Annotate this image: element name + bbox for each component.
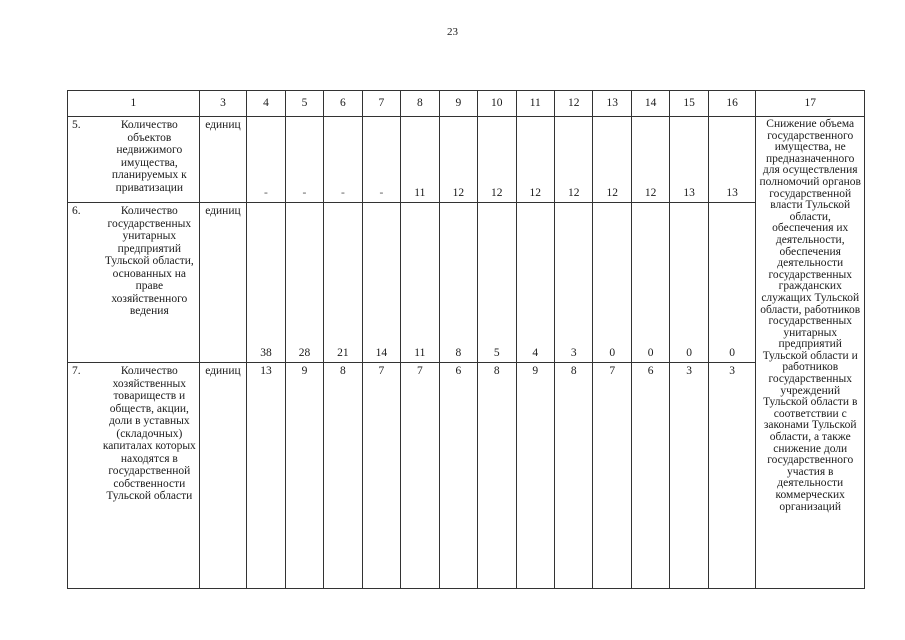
row-number: 6.: [72, 205, 81, 217]
value-cell: 28: [285, 203, 323, 363]
value-cell: 8: [324, 363, 362, 589]
header-cell: 17: [756, 91, 865, 117]
value-cell: 14: [362, 203, 400, 363]
header-cell: 16: [708, 91, 756, 117]
value-cell: 8: [478, 363, 516, 589]
header-cell: 10: [478, 91, 516, 117]
value-cell: -: [285, 117, 323, 203]
value-cell: -: [324, 117, 362, 203]
indicator-name: Количество объектов недвижимого имущества, планируемых к приватизации: [111, 119, 187, 194]
indicator-name: Количество государственных унитарных предприятий Тульской области, основанных на праве хозяйственного ведения: [104, 205, 194, 317]
header-cell: 3: [199, 91, 247, 117]
header-cell: 5: [285, 91, 323, 117]
value-cell: 38: [247, 203, 285, 363]
value-cell: 3: [708, 363, 756, 589]
value-cell: 6: [631, 363, 669, 589]
table-row: [68, 363, 865, 589]
value-cell: 11: [401, 117, 439, 203]
table-row: [68, 203, 865, 363]
indicator-name-cell: [68, 117, 200, 203]
value-cell: 12: [516, 117, 554, 203]
header-cell: 13: [593, 91, 631, 117]
table-row: [68, 117, 865, 203]
value-cell: 3: [670, 363, 708, 589]
value-cell: 8: [554, 363, 592, 589]
header-cell: 15: [670, 91, 708, 117]
indicator-name: Количество хозяйственных товариществ и обществ, акции, доли в уставных (складочных) капиталах которых находятся в государственной собственности Тульской области: [102, 365, 196, 502]
indicators-table: [67, 90, 865, 589]
value-cell: 12: [478, 117, 516, 203]
page-number: 23: [447, 26, 458, 38]
header-cell: 12: [554, 91, 592, 117]
value-cell: 8: [439, 203, 477, 363]
value-cell: 7: [401, 363, 439, 589]
value-cell: -: [362, 117, 400, 203]
value-cell: 9: [516, 363, 554, 589]
value-cell: 5: [478, 203, 516, 363]
indicator-name-cell: [68, 203, 200, 363]
value-cell: 13: [708, 117, 756, 203]
unit-cell: единиц: [199, 203, 247, 363]
note-cell: Снижение объема государственного имущества, не предназначенного для осуществления полномочий органов государственной власти Тульской области, обеспечения их деятельности, обеспечения деятельности государственных гражданских служащих Тульской области, работников государственных унитарных предприятий Тульской области и работников государственных учреждений Тульской области в соответствии с законами Тульской области, а также снижение доли государственного участия в деятельности коммерческих организаций: [756, 117, 865, 589]
value-cell: 3: [554, 203, 592, 363]
value-cell: 12: [554, 117, 592, 203]
value-cell: 12: [439, 117, 477, 203]
header-cell: 4: [247, 91, 285, 117]
unit-cell: единиц: [199, 363, 247, 589]
value-cell: 11: [401, 203, 439, 363]
indicator-name-cell: [68, 363, 200, 589]
value-cell: 12: [593, 117, 631, 203]
value-cell: 7: [362, 363, 400, 589]
value-cell: 0: [670, 203, 708, 363]
value-cell: 9: [285, 363, 323, 589]
header-cell: 14: [631, 91, 669, 117]
value-cell: -: [247, 117, 285, 203]
value-cell: 6: [439, 363, 477, 589]
row-number: 7.: [72, 365, 81, 377]
value-cell: 0: [631, 203, 669, 363]
value-cell: 13: [670, 117, 708, 203]
row-number: 5.: [72, 119, 81, 131]
header-cell: 1: [68, 91, 200, 117]
unit-cell: единиц: [199, 117, 247, 203]
header-cell: 7: [362, 91, 400, 117]
header-row: [68, 91, 865, 117]
value-cell: 7: [593, 363, 631, 589]
value-cell: 0: [593, 203, 631, 363]
value-cell: 21: [324, 203, 362, 363]
header-cell: 8: [401, 91, 439, 117]
header-cell: 6: [324, 91, 362, 117]
header-cell: 11: [516, 91, 554, 117]
value-cell: 0: [708, 203, 756, 363]
value-cell: 13: [247, 363, 285, 589]
header-cell: 9: [439, 91, 477, 117]
value-cell: 12: [631, 117, 669, 203]
value-cell: 4: [516, 203, 554, 363]
